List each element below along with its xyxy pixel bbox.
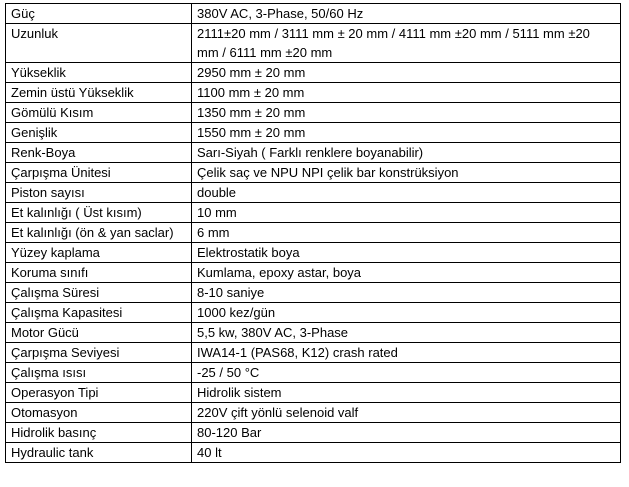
table-row: [6, 343, 621, 363]
spec-label: Çalışma ısısı: [6, 363, 192, 383]
table-row: [6, 143, 621, 163]
table-row: [6, 443, 621, 463]
table-row: [6, 383, 621, 403]
spec-label: Çarpışma Ünitesi: [6, 163, 192, 183]
spec-value: 1350 mm ± 20 mm: [192, 103, 621, 123]
spec-value: double: [192, 183, 621, 203]
spec-value: Elektrostatik boya: [192, 243, 621, 263]
spec-table: [5, 3, 621, 463]
spec-label: Hidrolik basınç: [6, 423, 192, 443]
table-row: [6, 103, 621, 123]
spec-value: 6 mm: [192, 223, 621, 243]
spec-value: Kumlama, epoxy astar, boya: [192, 263, 621, 283]
spec-value: 10 mm: [192, 203, 621, 223]
spec-value: -25 / 50 °C: [192, 363, 621, 383]
table-row: [6, 4, 621, 24]
table-row: [6, 423, 621, 443]
table-row: [6, 243, 621, 263]
spec-value: Hidrolik sistem: [192, 383, 621, 403]
table-row: [6, 283, 621, 303]
table-row: [6, 403, 621, 423]
spec-label: Yüzey kaplama: [6, 243, 192, 263]
table-row: [6, 163, 621, 183]
spec-label: Yükseklik: [6, 63, 192, 83]
spec-value: 1550 mm ± 20 mm: [192, 123, 621, 143]
spec-label: Uzunluk: [6, 24, 192, 63]
spec-label: Et kalınlığı ( Üst kısım): [6, 203, 192, 223]
spec-value: 5,5 kw, 380V AC, 3-Phase: [192, 323, 621, 343]
spec-label: Zemin üstü Yükseklik: [6, 83, 192, 103]
spec-label: Çalışma Süresi: [6, 283, 192, 303]
spec-value: 220V çift yönlü selenoid valf: [192, 403, 621, 423]
spec-value: 380V AC, 3-Phase, 50/60 Hz: [192, 4, 621, 24]
spec-label: Renk-Boya: [6, 143, 192, 163]
spec-label: Çarpışma Seviyesi: [6, 343, 192, 363]
spec-label: Piston sayısı: [6, 183, 192, 203]
table-row: [6, 24, 621, 63]
spec-value: 1000 kez/gün: [192, 303, 621, 323]
table-row: [6, 203, 621, 223]
table-row: [6, 223, 621, 243]
spec-value: 8-10 saniye: [192, 283, 621, 303]
spec-label: Güç: [6, 4, 192, 24]
spec-label: Operasyon Tipi: [6, 383, 192, 403]
table-row: [6, 363, 621, 383]
spec-value: 80-120 Bar: [192, 423, 621, 443]
spec-label: Otomasyon: [6, 403, 192, 423]
spec-label: Gömülü Kısım: [6, 103, 192, 123]
spec-value: 40 lt: [192, 443, 621, 463]
spec-value: Çelik saç ve NPU NPI çelik bar konstrüksiyon: [192, 163, 621, 183]
spec-table-body: [6, 4, 621, 463]
spec-value: 1100 mm ± 20 mm: [192, 83, 621, 103]
spec-label: Et kalınlığı (ön & yan saclar): [6, 223, 192, 243]
table-row: [6, 183, 621, 203]
table-row: [6, 263, 621, 283]
spec-label: Koruma sınıfı: [6, 263, 192, 283]
spec-value: IWA14-1 (PAS68, K12) crash rated: [192, 343, 621, 363]
spec-label: Çalışma Kapasitesi: [6, 303, 192, 323]
spec-label: Motor Gücü: [6, 323, 192, 343]
table-row: [6, 323, 621, 343]
spec-table-container: [5, 3, 621, 463]
table-row: [6, 123, 621, 143]
spec-value: Sarı-Siyah ( Farklı renklere boyanabilir): [192, 143, 621, 163]
table-row: [6, 83, 621, 103]
spec-label: Genişlik: [6, 123, 192, 143]
spec-value: 2950 mm ± 20 mm: [192, 63, 621, 83]
table-row: [6, 63, 621, 83]
spec-label: Hydraulic tank: [6, 443, 192, 463]
spec-value: 2111±20 mm / 3111 mm ± 20 mm / 4111 mm ±20 mm / 5111 mm ±20 mm / 6111 mm ±20 mm: [192, 24, 621, 63]
table-row: [6, 303, 621, 323]
